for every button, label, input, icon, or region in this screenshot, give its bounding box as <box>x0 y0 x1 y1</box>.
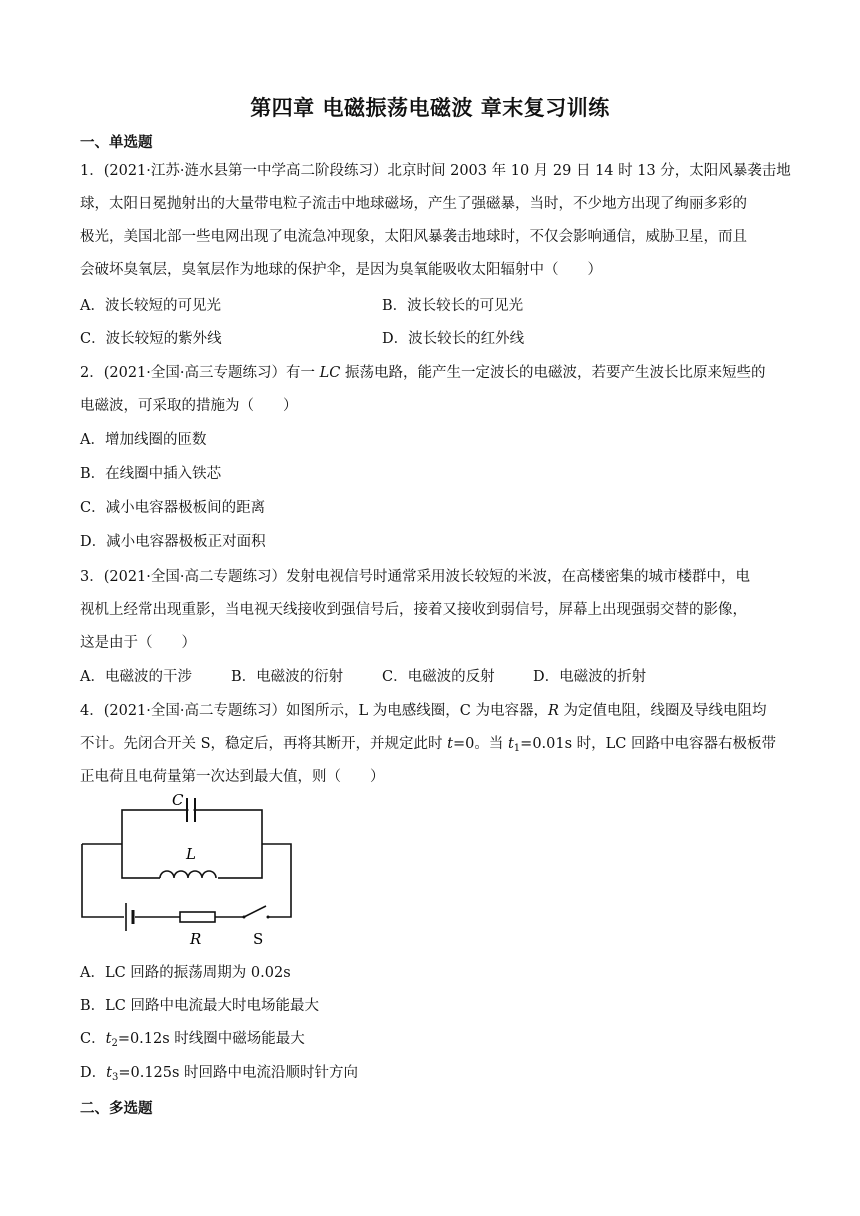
switch-blade <box>244 906 266 917</box>
section-heading-single-choice: 一、单选题 <box>80 135 153 151</box>
question-2-option-a: A．增加线圈的匝数 <box>80 432 207 448</box>
question-1-line-2: 球，太阳日冕抛射出的大量带电粒子流击中地球磁场，产生了强磁暴，当时，不少地方出现了绚丽多彩的 <box>80 196 747 212</box>
circuit-wire-left <box>82 844 124 917</box>
label-l: L <box>186 845 196 863</box>
variable-t: t <box>447 736 453 752</box>
variable-r: R <box>547 703 559 719</box>
variable-lc: LC <box>319 365 341 381</box>
variable-t1: t <box>507 736 514 752</box>
question-3-line-3: 这是由于（ ） <box>80 635 196 651</box>
question-2-line-2: 电磁波，可采取的措施为（ ） <box>80 398 298 414</box>
question-2-option-b: B．在线圈中插入铁芯 <box>80 466 222 482</box>
label-c: C <box>172 791 184 809</box>
question-1-option-a: A．波长较短的可见光 <box>80 298 221 314</box>
question-2-option-c: C．减小电容器极板间的距离 <box>80 500 266 516</box>
question-4-line-3: 正电荷且电荷量第一次达到最大值，则（ ） <box>80 769 385 785</box>
question-3-option-c: C．电磁波的反射 <box>382 669 495 685</box>
question-3-option-d: D．电磁波的折射 <box>533 669 647 685</box>
section-heading-multiple-choice: 二、多选题 <box>80 1101 153 1117</box>
question-3-option-a: A．电磁波的干涉 <box>80 669 192 685</box>
question-1-option-d: D．波长较长的红外线 <box>382 331 525 347</box>
question-1-line-4: 会破坏臭氧层，臭氧层作为地球的保护伞，是因为臭氧能吸收太阳辐射中（ ） <box>80 262 602 278</box>
resistor-symbol <box>180 912 215 922</box>
circuit-wire-right <box>262 844 291 917</box>
question-1-option-b: B．波长较长的可见光 <box>382 298 524 314</box>
question-4-option-d: D．$t_3=0.125s$ 时回路中电流沿顺时针方向 <box>80 1065 359 1083</box>
question-4-option-a: A．LC 回路的振荡周期为 0.02s <box>80 965 291 981</box>
question-3-line-1: 3．(2021·全国·高二专题练习）发射电视信号时通常采用波长较短的米波，在高楼密集的城市楼群中，电 <box>80 569 750 585</box>
label-r: R <box>190 930 202 948</box>
question-4-option-c: C．$t_2=0.12s$ 时线圈中磁场能最大 <box>80 1031 305 1049</box>
label-s: S <box>253 930 264 948</box>
page-title: 第四章 电磁振荡电磁波 章末复习训练 <box>250 96 610 120</box>
question-1-line-3: 极光，美国北部一些电网出现了电流急冲现象，太阳风暴袭击地球时，不仅会影响通信，威胁卫星，而且 <box>80 229 747 245</box>
question-2-line-1: 2．(2021·全国·高三专题练习）有一 LC 振荡电路，能产生一定波长的电磁波，若要产生波长比原来短些的 <box>80 365 766 381</box>
question-1-line-1: 1．(2021·江苏·涟水县第一中学高二阶段练习）北京时间 2003 年 10 月 29 日 14 时 13 分，太阳风暴袭击地 <box>80 163 791 179</box>
question-2-option-d: D．减小电容器极板正对面积 <box>80 534 266 550</box>
question-3-option-b: B．电磁波的衍射 <box>231 669 344 685</box>
question-1-option-c: C．波长较短的紫外线 <box>80 331 222 347</box>
question-3-line-2: 视机上经常出现重影，当电视天线接收到强信号后，接着又接收到弱信号，屏幕上出现强弱交替的影像， <box>80 602 747 618</box>
question-4-line-2: 不计。先闭合开关 S，稳定后，再将其断开，并规定此时 t=0。当 $t_1=0.01s$ 时，LC 回路中电容器右极板带 <box>80 736 776 754</box>
lc-circuit-diagram <box>78 788 298 948</box>
question-4-line-1: 4．(2021·全国·高二专题练习）如图所示，L 为电感线圈，C 为电容器，R 为定值电阻，线圈及导线电阻均 <box>80 703 767 719</box>
circuit-parallel-box <box>122 810 262 878</box>
question-4-option-b: B．LC 回路中电流最大时电场能最大 <box>80 998 319 1014</box>
